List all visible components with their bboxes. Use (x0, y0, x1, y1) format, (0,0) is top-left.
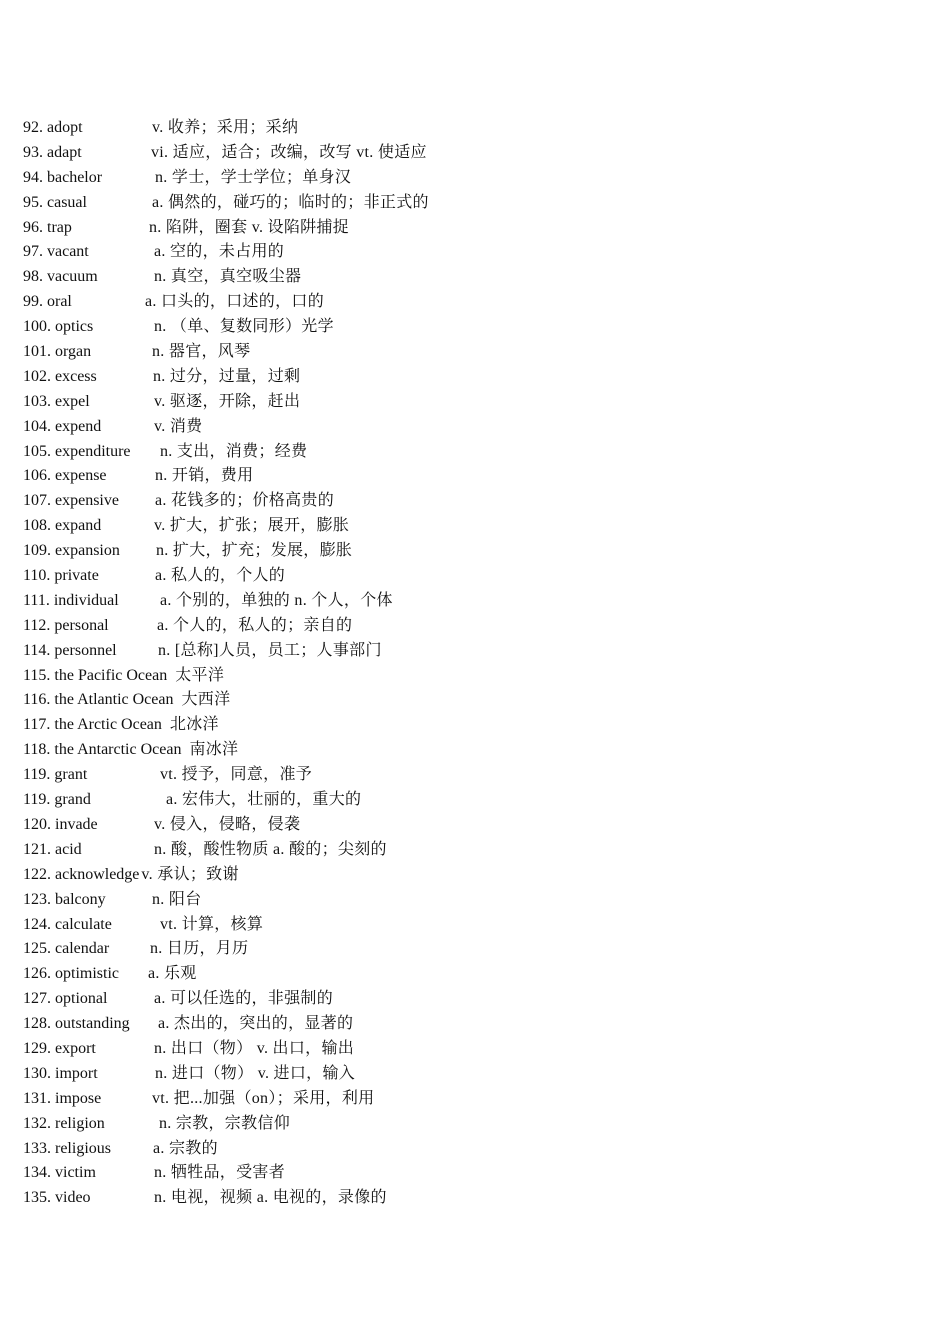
vocab-definition: v. 驱逐，开除，赶出 (154, 392, 301, 410)
vocab-entry (23, 863, 239, 888)
vocab-entry (23, 1087, 375, 1112)
vocab-word: 100. optics (23, 318, 94, 336)
vocab-entry (23, 514, 350, 539)
vocab-definition: n. [总称]人员，员工；人事部门 (158, 641, 382, 659)
vocab-word: 122. acknowledge (23, 865, 140, 883)
vocab-entry (23, 838, 387, 863)
vocab-definition: 太平洋 (175, 666, 225, 684)
vocab-definition: n. 器官，风琴 (152, 343, 251, 361)
vocab-definition: a. 口头的，口述的，口的 (145, 293, 325, 311)
vocab-definition: n. 出口（物） v. 出口，输出 (154, 1039, 355, 1057)
vocab-definition: a. 偶然的，碰巧的；临时的；非正式的 (152, 193, 429, 211)
vocab-entry (23, 464, 254, 489)
vocab-definition: n. 进口（物） v. 进口，输入 (155, 1064, 356, 1082)
vocab-word: 115. the Pacific Ocean (23, 666, 168, 684)
vocab-entry (23, 564, 286, 589)
vocab-word: 127. optional (23, 990, 108, 1008)
vocab-entry (23, 639, 382, 664)
vocab-word: 105. expenditure (23, 442, 131, 460)
vocab-word: 103. expel (23, 392, 90, 410)
vocab-word: 97. vacant (23, 243, 89, 261)
vocab-entry (23, 738, 239, 763)
vocab-entry (23, 539, 353, 564)
vocab-entry (23, 166, 352, 191)
vocab-word: 98. vacuum (23, 268, 98, 286)
vocab-entry (23, 888, 239, 913)
vocab-entry (23, 664, 239, 689)
vocab-word: 126. optimistic (23, 965, 119, 983)
vocab-entry (23, 1037, 355, 1062)
vocab-entry (23, 315, 334, 340)
vocab-entry (23, 688, 239, 713)
vocab-word: 133. religious (23, 1139, 111, 1157)
vocab-definition: a. 宏伟大，壮丽的，重大的 (166, 791, 362, 809)
vocab-entry (23, 390, 301, 415)
vocab-definition: v. 扩大，扩张；展开，膨胀 (154, 517, 350, 535)
vocab-word: 135. video (23, 1189, 91, 1207)
vocab-word: 117. the Arctic Ocean (23, 716, 162, 734)
vocab-definition: n. 宗教，宗教信仰 (159, 1114, 291, 1132)
vocab-entry (23, 216, 350, 241)
vocab-definition: n. （单、复数同形）光学 (154, 318, 334, 336)
vocab-definition: 南冰洋 (189, 741, 239, 759)
vocab-definition: v. 承认；致谢 (141, 865, 239, 883)
vocab-definition: a. 花钱多的；价格高贵的 (155, 492, 335, 510)
vocab-definition: n. 扩大，扩充；发展，膨胀 (156, 542, 353, 560)
vocab-word: 121. acid (23, 840, 82, 858)
vocab-word: 119. grant (23, 766, 88, 784)
vocab-entry (23, 614, 353, 639)
vocab-entry (23, 1112, 291, 1137)
vocab-entry (23, 937, 249, 962)
vocab-entry (23, 788, 362, 813)
vocab-word: 125. calendar (23, 940, 110, 958)
vocabulary-list (23, 116, 429, 1211)
vocab-word: 114. personnel (23, 641, 117, 659)
vocab-entry (23, 713, 239, 738)
vocab-entry (23, 962, 239, 987)
vocab-entry (23, 290, 325, 315)
vocab-entry (23, 265, 302, 290)
vocab-definition: a. 私人的，个人的 (155, 567, 286, 585)
vocab-definition: n. 支出，消费；经费 (160, 442, 308, 460)
vocab-word: 112. personal (23, 616, 109, 634)
vocab-word: 128. outstanding (23, 1015, 130, 1033)
vocab-definition: a. 乐观 (148, 965, 197, 983)
vocab-word: 109. expansion (23, 542, 120, 560)
vocab-definition: a. 可以任选的，非强制的 (154, 990, 334, 1008)
vocab-definition: n. 牺牲品，受害者 (154, 1164, 286, 1182)
vocab-word: 123. balcony (23, 890, 106, 908)
vocab-word: 134. victim (23, 1164, 96, 1182)
vocab-entry (23, 1062, 356, 1087)
vocab-entry (23, 813, 301, 838)
vocab-definition: n. 陷阱，圈套 v. 设陷阱捕捉 (149, 218, 350, 236)
vocab-definition: n. 开销，费用 (155, 467, 254, 485)
vocab-definition: n. 过分，过量，过剩 (153, 367, 301, 385)
vocab-definition: vt. 授予，同意，准予 (160, 766, 313, 784)
vocab-entry (23, 1186, 387, 1211)
vocab-entry (23, 141, 427, 166)
vocab-word: 116. the Atlantic Ocean (23, 691, 174, 709)
vocab-definition: vi. 适应，适合；改编，改写 vt. 使适应 (151, 143, 427, 161)
vocab-definition: v. 收养；采用；采纳 (152, 119, 299, 136)
vocab-entry (23, 191, 429, 216)
vocab-word: 94. bachelor (23, 168, 103, 186)
vocab-word: 120. invade (23, 815, 98, 833)
vocab-word: 99. oral (23, 293, 72, 311)
vocab-definition: n. 酸，酸性物质 a. 酸的；尖刻的 (154, 840, 387, 858)
vocab-word: 118. the Antarctic Ocean (23, 741, 182, 759)
vocab-definition: vt. 计算，核算 (160, 915, 264, 933)
vocab-definition: v. 消费 (154, 417, 203, 435)
vocab-word: 131. impose (23, 1089, 102, 1107)
vocab-word: 101. organ (23, 343, 92, 361)
vocab-entry (23, 763, 313, 788)
vocab-word: 104. expend (23, 417, 102, 435)
vocab-definition: a. 空的，未占用的 (154, 243, 285, 261)
vocab-definition: n. 日历，月历 (150, 940, 249, 958)
vocab-word: 119. grand (23, 791, 91, 809)
vocab-entry (23, 913, 264, 938)
vocab-entry (23, 589, 393, 614)
vocab-entry (23, 340, 251, 365)
vocab-definition: vt. 把...加强（on）；采用，利用 (152, 1089, 375, 1107)
vocab-definition: n. 阳台 (152, 890, 202, 908)
vocab-word: 96. trap (23, 218, 72, 236)
vocab-word: 130. import (23, 1064, 98, 1082)
vocab-definition: n. 真空，真空吸尘器 (154, 268, 302, 286)
vocab-entry (23, 440, 308, 465)
vocab-word: 106. expense (23, 467, 107, 485)
vocab-word: 93. adapt (23, 143, 82, 161)
vocab-word: 95. casual (23, 193, 87, 211)
vocab-word: 124. calculate (23, 915, 112, 933)
vocab-entry (23, 489, 335, 514)
vocab-word: 108. expand (23, 517, 102, 535)
vocab-definition: 大西洋 (181, 691, 231, 709)
vocab-entry (23, 1012, 354, 1037)
vocab-entry (23, 1161, 286, 1186)
vocab-entry (23, 240, 285, 265)
vocab-definition: a. 杰出的，突出的，显著的 (158, 1015, 354, 1033)
vocab-word: 132. religion (23, 1114, 105, 1132)
vocab-entry (23, 116, 299, 141)
vocab-definition: n. 学士，学士学位；单身汉 (155, 168, 352, 186)
vocab-word: 102. excess (23, 367, 97, 385)
vocab-word: 129. export (23, 1039, 96, 1057)
vocab-word: 107. expensive (23, 492, 119, 510)
vocab-entry (23, 987, 334, 1012)
vocab-word: 92. adopt (23, 119, 83, 136)
vocab-definition: n. 电视，视频 a. 电视的，录像的 (154, 1189, 387, 1207)
vocab-definition: v. 侵入，侵略，侵袭 (154, 815, 301, 833)
vocab-word: 111. individual (23, 591, 119, 609)
vocab-entry (23, 365, 301, 390)
vocab-definition: a. 个人的，私人的；亲自的 (157, 616, 353, 634)
vocab-definition: a. 宗教的 (153, 1139, 218, 1157)
vocab-definition: a. 个别的，单独的 n. 个人，个体 (160, 591, 393, 609)
vocab-entry (23, 415, 239, 440)
vocab-definition: 北冰洋 (169, 716, 219, 734)
vocab-entry (23, 1137, 239, 1162)
vocab-word: 110. private (23, 567, 99, 585)
